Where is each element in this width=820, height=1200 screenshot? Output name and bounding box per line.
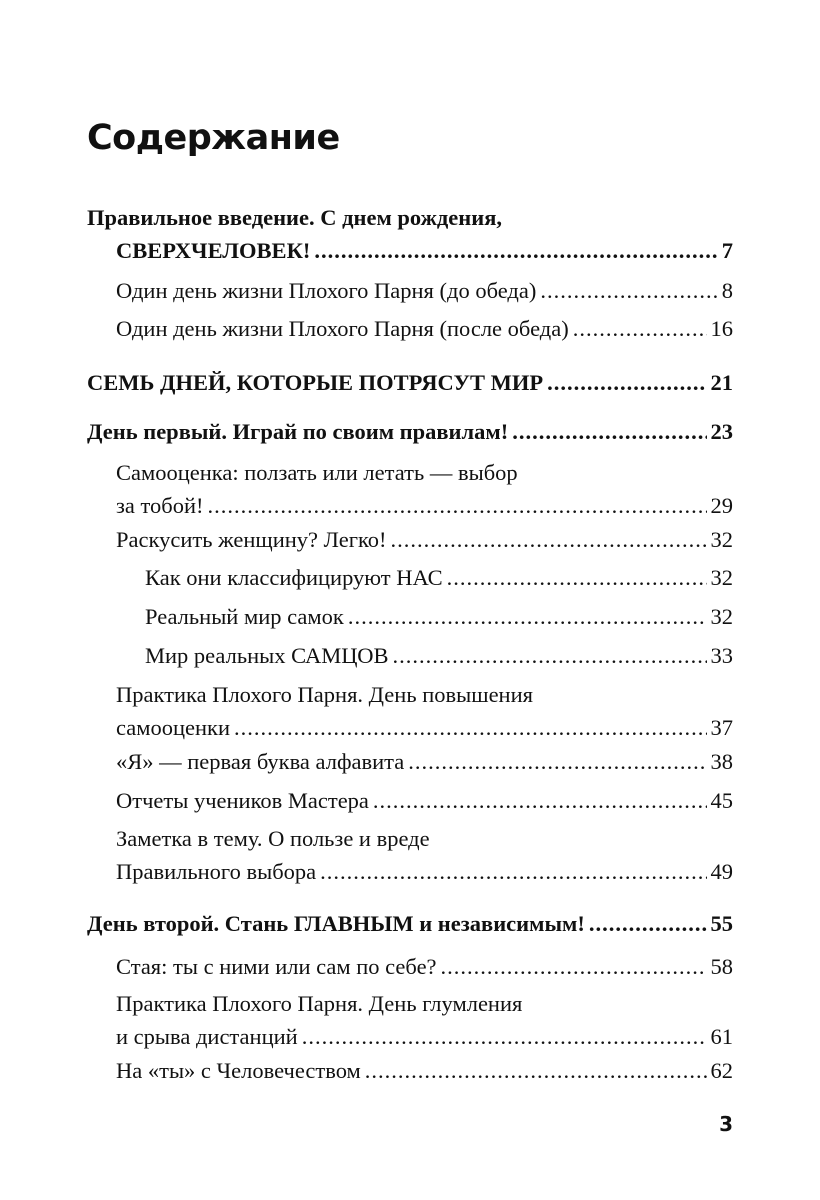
toc-page-number: 55 (710, 911, 733, 936)
toc-page-number: 49 (710, 859, 733, 884)
toc-entry-title-line1: Практика Плохого Парня. День глумления (116, 991, 523, 1016)
toc-entry-title: Один день жизни Плохого Парня (до обеда) (116, 278, 537, 303)
toc-leader-dots (208, 489, 707, 522)
toc-entry-title: День второй. Стань ГЛАВНЫМ и независимым! (87, 911, 585, 936)
toc-page-number: 38 (710, 749, 733, 774)
toc-page-number: 8 (721, 278, 733, 303)
toc-entry-title-line1: Самооценка: ползать или летать — выбор (116, 460, 518, 485)
toc-leader-dots (589, 907, 707, 940)
toc-page-number: 32 (710, 604, 733, 629)
toc-leader-dots (391, 523, 707, 556)
toc-page-number: 16 (710, 316, 733, 341)
page-title: Содержание (87, 118, 340, 158)
toc-page-number: 61 (710, 1024, 733, 1049)
toc-entry-title: Правильного выбора (116, 859, 317, 884)
toc-page-number: 21 (710, 370, 733, 395)
toc-page-number: 32 (710, 565, 733, 590)
toc-leader-dots (373, 784, 707, 817)
toc-entry-title: Стая: ты с ними или сам по себе? (116, 954, 437, 979)
toc-leader-dots (547, 366, 706, 399)
toc-leader-dots (320, 855, 706, 888)
toc-page-number: 58 (710, 954, 733, 979)
toc-leader-dots (302, 1020, 707, 1053)
toc-entry-title: Отчеты учеников Мастера (116, 788, 369, 813)
toc-page-number: 33 (710, 643, 733, 668)
toc-page-number: 23 (710, 419, 733, 444)
toc-leader-dots (408, 745, 706, 778)
toc-entry-title: Один день жизни Плохого Парня (после обеда) (116, 316, 569, 341)
toc-entry-title: СЕМЬ ДНЕЙ, КОТОРЫЕ ПОТРЯСУТ МИР (87, 370, 544, 395)
toc-page-number: 29 (710, 493, 733, 518)
toc-leader-dots (365, 1054, 707, 1087)
toc-entry-title: за тобой! (116, 493, 204, 518)
toc-leader-dots (393, 639, 707, 672)
toc-entry-title: Мир реальных САМЦОВ (145, 643, 389, 668)
toc-page-number: 62 (710, 1058, 733, 1083)
toc-entry-title: Как они классифицируют НАС (145, 565, 443, 590)
toc-leader-dots (512, 415, 706, 448)
toc-entry-title-line1: Правильное введение. С днем рождения, (87, 205, 503, 230)
toc-entry-title: «Я» — первая буква алфавита (116, 749, 405, 774)
toc-entry-title: На «ты» с Человечеством (116, 1058, 361, 1083)
toc-leader-dots (314, 234, 717, 267)
toc-entry-title: Раскусить женщину? Легко! (116, 527, 387, 552)
toc-entry-title-line1: Практика Плохого Парня. День повышения (116, 682, 533, 707)
toc-entry-title: и срыва дистанций (116, 1024, 298, 1049)
toc-entry-title: самооценки (116, 715, 231, 740)
toc-page-number: 37 (710, 715, 733, 740)
toc-page-number: 7 (721, 238, 733, 263)
toc-page-number: 45 (710, 788, 733, 813)
toc-leader-dots (348, 600, 707, 633)
toc-leader-dots (441, 950, 707, 983)
toc-entry-title: День первый. Играй по своим правилам! (87, 419, 509, 444)
toc-page-number: 32 (710, 527, 733, 552)
toc-leader-dots (573, 312, 707, 345)
toc-leader-dots (447, 561, 707, 594)
page-number: 3 (719, 1112, 733, 1136)
toc-leader-dots (540, 274, 717, 307)
toc-entry-title-line1: Заметка в тему. О пользе и вреде (116, 826, 430, 851)
toc-entry-title: Реальный мир самок (145, 604, 344, 629)
toc-leader-dots (234, 711, 706, 744)
toc-entry-title: СВЕРХЧЕЛОВЕК! (116, 238, 311, 263)
